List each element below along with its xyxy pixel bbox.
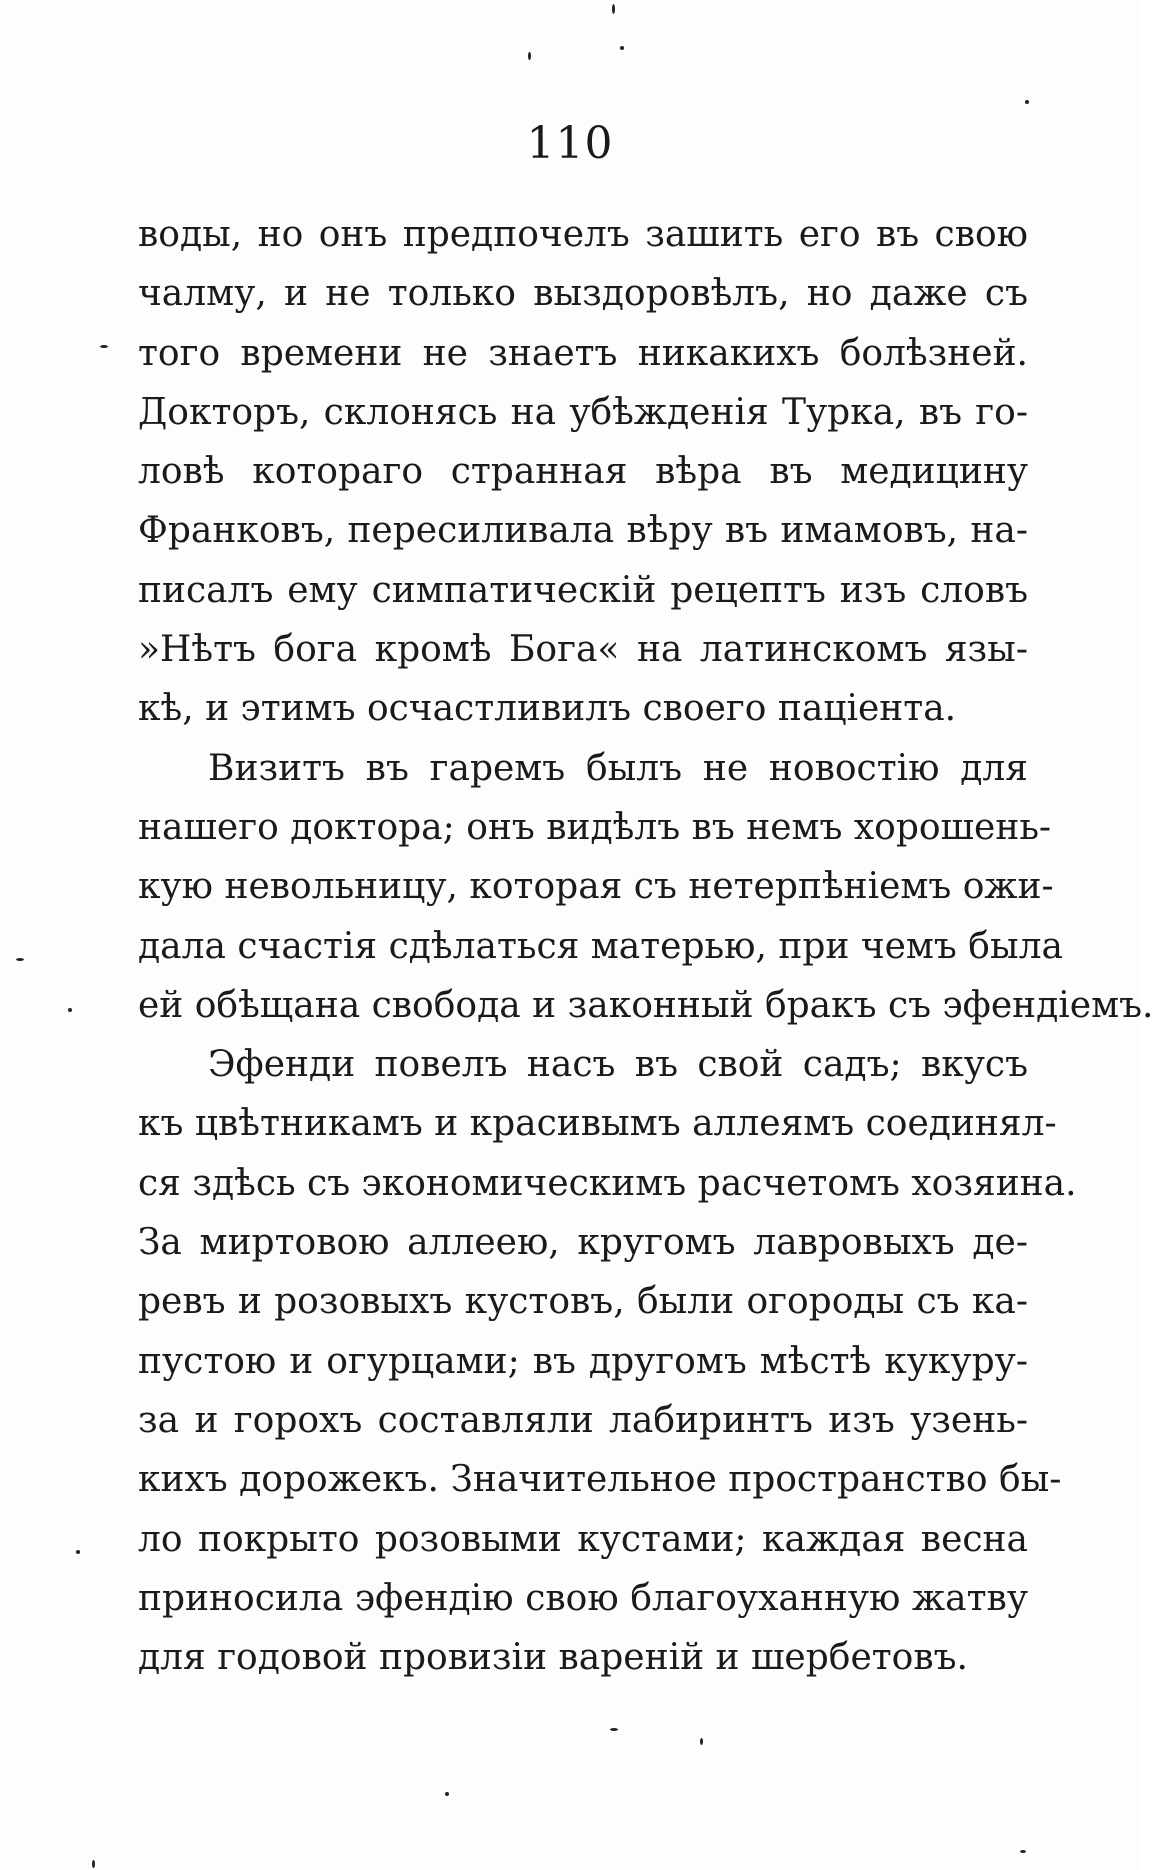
text-line: того времени не знаетъ никакихъ болѣзней.	[138, 332, 1028, 374]
text-line: ловѣ котораго странная вѣра въ медицину	[138, 451, 1028, 493]
text-line: Франковъ, пересиливала вѣру въ имамовъ, на-	[138, 510, 1028, 552]
text-line: Докторъ, склонясь на убѣжденія Турка, въ го-	[138, 391, 1028, 433]
scan-speck	[1025, 100, 1029, 104]
text-line: За миртовою аллеею, кругомъ лавровыхъ де-	[138, 1222, 1028, 1264]
text-line: ся здѣсь съ экономическимъ расчетомъ хозяина.	[138, 1162, 1077, 1204]
text-line: »Нѣтъ бога кромѣ Бога« на латинскомъ язы-	[138, 629, 1028, 671]
scan-speck	[100, 345, 108, 348]
scan-speck	[620, 46, 624, 50]
text-line: ревъ и розовыхъ кустовъ, были огороды съ ка-	[138, 1281, 1028, 1323]
scan-speck	[610, 1728, 618, 1731]
scan-speck	[445, 1792, 449, 1796]
scan-speck	[528, 52, 531, 60]
body-text	[138, 205, 1153, 1687]
text-line: кѣ, и этимъ осчастливилъ своего паціента.	[138, 688, 957, 730]
text-line: воды, но онъ предпочелъ зашить его въ свою	[138, 214, 1028, 255]
text-line: за и горохъ составляли лабиринтъ изъ узень-	[138, 1399, 1028, 1441]
scan-speck	[16, 958, 24, 961]
text-line: писалъ ему симпатическій рецептъ изъ словъ	[138, 569, 1028, 611]
text-line: чалму, и не только выздоровѣлъ, но даже съ	[138, 273, 1028, 315]
scan-speck	[76, 1550, 80, 1554]
text-line: кихъ дорожекъ. Значительное пространство бы-	[138, 1459, 1062, 1501]
text-line: ей обѣщана свобода и законный бракъ съ эфендіемъ.	[138, 984, 1153, 1026]
paragraph-start-line: Визитъ въ гаремъ былъ не новостію для	[208, 747, 1028, 789]
page-number: 110	[526, 118, 614, 169]
text-line: кую невольницу, которая съ нетерпѣніемъ ожи-	[138, 866, 1054, 908]
paragraph-start-line: Эфенди повелъ насъ въ свой садъ; вкусъ	[208, 1044, 1028, 1086]
text-line: нашего доктора; онъ видѣлъ въ немъ хорошень-	[138, 806, 1052, 848]
text-line: пустою и огурцами; въ другомъ мѣстѣ кукуру-	[138, 1340, 1028, 1382]
text-line: ло покрыто розовыми кустами; каждая весна	[138, 1518, 1028, 1560]
scan-speck	[68, 1008, 72, 1012]
text-line: дала счастія сдѣлаться матерью, при чемъ была	[138, 925, 1063, 967]
text-line: приносила эфендію свою благоуханную жатву	[138, 1577, 1028, 1619]
scan-speck	[700, 1738, 703, 1745]
scan-speck	[612, 4, 615, 14]
scan-speck	[1020, 1850, 1026, 1853]
text-line: для годовой провизіи вареній и шербетовъ.	[138, 1637, 968, 1679]
text-line: къ цвѣтникамъ и красивымъ аллеямъ соединял-	[138, 1103, 1057, 1145]
scan-speck	[92, 1860, 95, 1868]
